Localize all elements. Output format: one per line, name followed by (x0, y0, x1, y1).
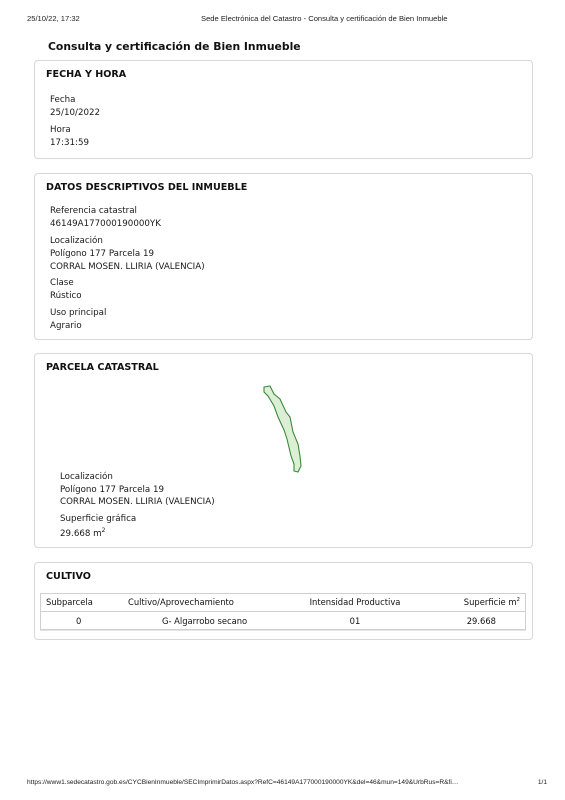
print-datetime: 25/10/22, 17:32 (27, 14, 80, 23)
parcela-localizacion-line-1: Polígono 177 Parcela 19 (60, 485, 165, 495)
print-footer (27, 779, 547, 791)
table-header-row (40, 593, 526, 612)
cell-cultivo: G- Algarrobo secano (122, 612, 284, 631)
parcela-catastral-panel (34, 353, 533, 548)
print-page-title: Sede Electrónica del Catastro - Consulta y certificación de Bien Inmueble (201, 14, 448, 23)
print-page-number: 1/1 (537, 779, 547, 786)
clase-label: Clase (50, 278, 74, 288)
fecha-hora-title: FECHA Y HORA (46, 69, 127, 80)
hora-value: 17:31:59 (50, 138, 90, 148)
localizacion-label: Localización (50, 236, 103, 246)
cell-subparcela: 0 (40, 612, 122, 631)
header-subparcela: Subparcela (40, 593, 122, 612)
superficie-grafica-number: 29.668 m (60, 528, 102, 539)
parcela-localizacion-line-2: CORRAL MOSEN. LLIRIA (VALENCIA) (60, 497, 215, 507)
datos-descriptivos-title: DATOS DESCRIPTIVOS DEL INMUEBLE (46, 182, 248, 193)
parcela-localizacion-label: Localización (60, 472, 113, 482)
hora-label: Hora (50, 125, 71, 135)
superficie-grafica-label: Superficie gráfica (60, 514, 137, 524)
cell-intensidad: 01 (284, 612, 426, 631)
superficie-grafica-exponent: 2 (101, 527, 106, 534)
parcela-catastral-title: PARCELA CATASTRAL (46, 362, 159, 373)
cell-superficie: 29.668 (426, 612, 526, 631)
cultivo-table (40, 593, 526, 631)
cultivo-title: CULTIVO (46, 571, 91, 582)
uso-principal-label: Uso principal (50, 308, 107, 318)
print-url[interactable]: https://www1.sedecatastro.gob.es/CYCBienInmueble/SECImprimirDatos.aspx?RefC=46149A177000190000YK&del=46&mun=149&UrbRus=R&fi… (27, 779, 459, 786)
uso-principal-value: Agrario (50, 321, 82, 331)
table-row (40, 612, 526, 631)
header-intensidad: Intensidad Productiva (284, 593, 426, 612)
header-cultivo: Cultivo/Aprovechamiento (122, 593, 284, 612)
localizacion-line-1: Polígono 177 Parcela 19 (50, 249, 155, 259)
localizacion-line-2: CORRAL MOSEN. LLIRIA (VALENCIA) (50, 262, 205, 272)
datos-descriptivos-panel (34, 173, 533, 340)
parcel-outline (264, 386, 301, 472)
cultivo-panel (34, 562, 533, 640)
header-superficie-text: Superficie m (463, 597, 517, 607)
header-superficie-exponent: 2 (516, 597, 520, 604)
fecha-label: Fecha (50, 95, 76, 105)
header-superficie (426, 593, 526, 612)
referencia-value: 46149A177000190000YK (50, 219, 161, 229)
superficie-grafica-value (60, 527, 105, 539)
referencia-label: Referencia catastral (50, 206, 137, 216)
fecha-hora-panel (34, 60, 533, 159)
fecha-value: 25/10/2022 (50, 108, 101, 118)
page-title: Consulta y certificación de Bien Inmueble (48, 40, 301, 53)
clase-value: Rústico (50, 291, 82, 301)
print-header (27, 14, 547, 26)
parcel-map-shape (260, 384, 310, 476)
